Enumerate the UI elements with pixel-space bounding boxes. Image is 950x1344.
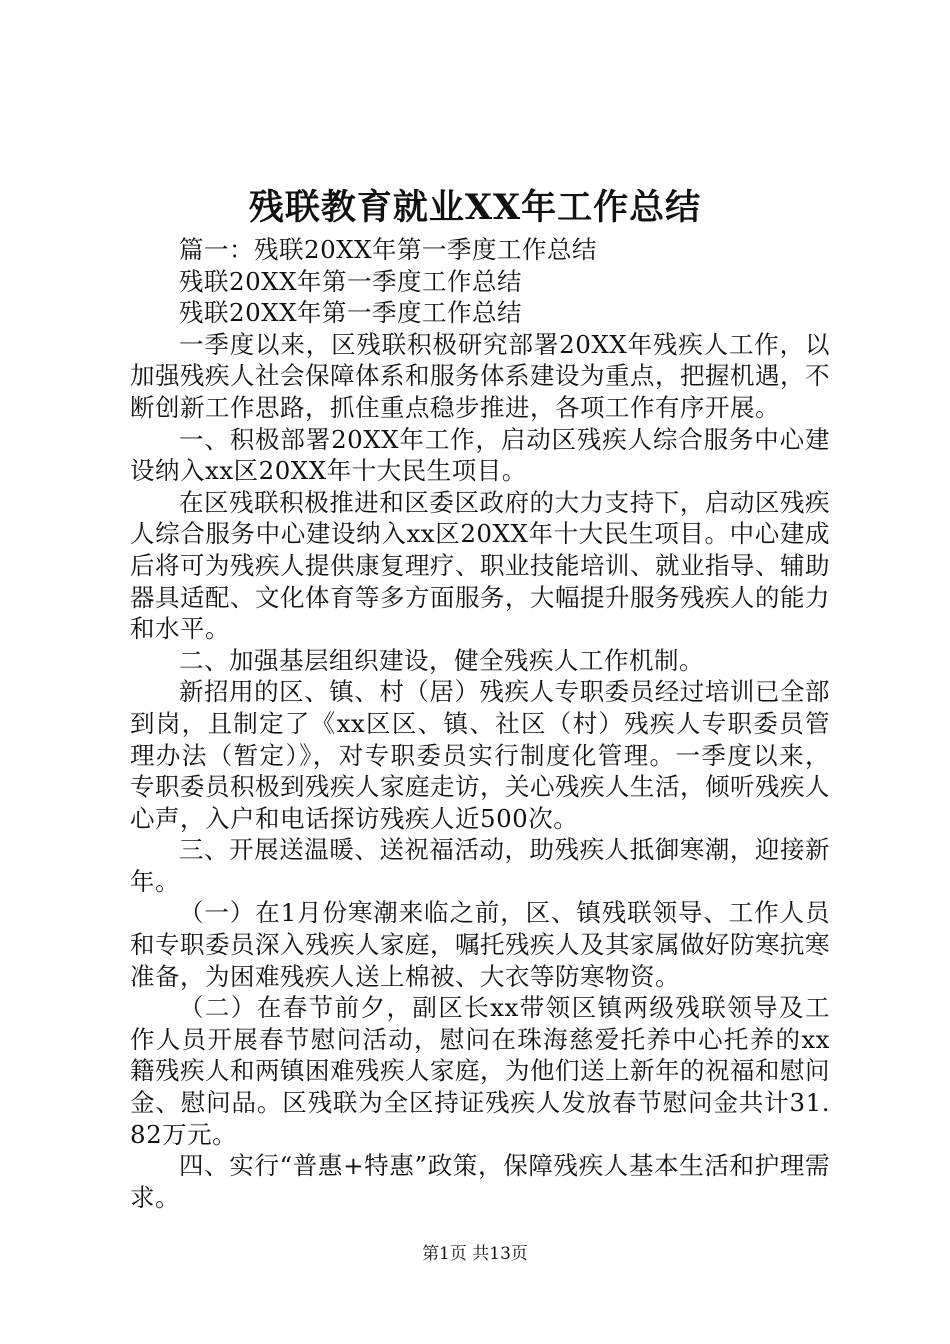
section-heading: 四、实行“普惠+特惠”政策，保障残疾人基本生活和护理需求。: [130, 1151, 830, 1212]
section-heading: 三、开展送温暖、送祝福活动，助残疾人抵御寒潮，迎接新年。: [130, 835, 830, 896]
section-heading: 二、加强基层组织建设，健全残疾人工作机制。: [179, 645, 704, 675]
paragraph: 篇一：残联20XX年第一季度工作总结: [179, 235, 598, 264]
paragraph: 新招用的区、镇、村（居）残疾人专职委员经过培训已全部到岗，且制定了《xx区区、镇、社区（村）残疾人专职委员管理办法（暂定）》，对专职委员实行制度化管理。一季度以来，专职委员积极到残疾人家庭走访，关心残疾人生活，倾听残疾人心声，入户和电话探访残疾人近500次。: [130, 677, 830, 833]
section-heading: 一、积极部署20XX年工作，启动区残疾人综合服务中心建设纳入xx区20XX年十大民生项目。: [130, 424, 830, 486]
document-body: [130, 234, 830, 1213]
document-title: 残联教育就业XX年工作总结: [248, 187, 702, 228]
paragraph: （一）在1月份寒潮来临之前，区、镇残联领导、工作人员和专职委员深入残疾人家庭，嘱托残疾人及其家属做好防寒抗寒准备，为困难残疾人送上棉被、大衣等防寒物资。: [130, 898, 830, 991]
paragraph: 残联20XX年第一季度工作总结: [179, 266, 523, 296]
paragraph: 在区残联积极推进和区委区政府的大力支持下，启动区残疾人综合服务中心建设纳入xx区20XX年十大民生项目。中心建成后将可为残疾人提供康复理疗、职业技能培训、就业指导、辅助器具适配、文化体育等多方面服务，大幅提升服务残疾人的能力和水平。: [130, 487, 830, 644]
page-footer: 第1页 共13页: [422, 1244, 528, 1264]
paragraph: （二）在春节前夕，副区长xx带领区镇两级残联领导及工作人员开展春节慰问活动，慰问在珠海慈爱托养中心托养的xx籍残疾人和两镇困难残疾人家庭，为他们送上新年的祝福和慰问金、慰问品。区残联为全区持证残疾人发放春节慰问金共计31.82万元。: [130, 993, 830, 1149]
paragraph: 一季度以来，区残联积极研究部署20XX年残疾人工作，以加强残疾人社会保障体系和服务体系建设为重点，把握机遇，不断创新工作思路，抓住重点稳步推进，各项工作有序开展。: [130, 329, 830, 422]
paragraph: 残联20XX年第一季度工作总结: [179, 298, 523, 328]
